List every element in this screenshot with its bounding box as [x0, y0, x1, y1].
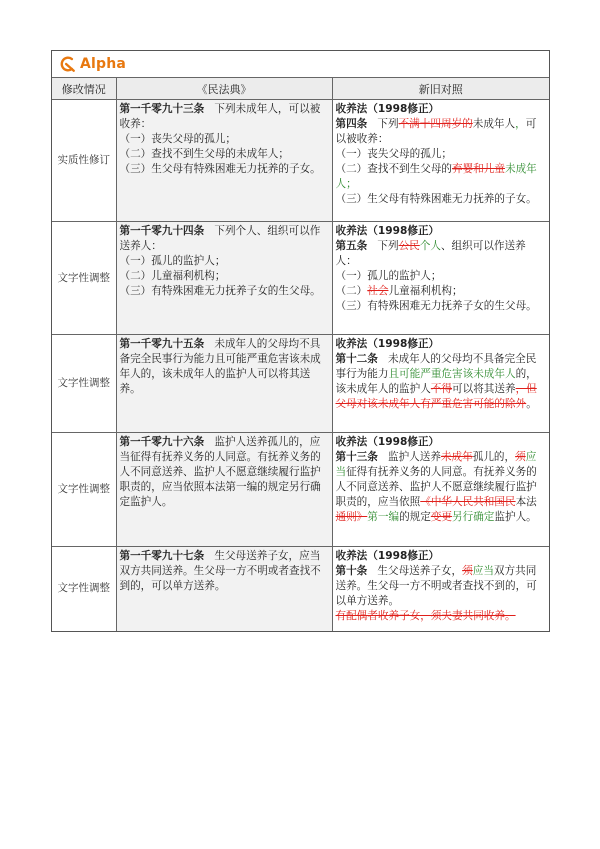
old-law-cell [332, 335, 549, 433]
table-row [52, 335, 549, 433]
text-segment: 征得有抚养义务的人同意。有抚养义务的人不同意送养、监护人不愿意继续履行监护职责的，应当依照 [335, 466, 537, 508]
text-segment: 未成年人的父母均不具备完全民事行为能力 [335, 353, 537, 380]
old-law-title: 收养法（1998修正） [335, 338, 440, 350]
deleted-text: 须 [462, 565, 473, 577]
list-item: （三）有特殊困难无力抚养子女的生父母。 [119, 285, 321, 297]
inserted-text: 个人 [419, 240, 441, 252]
old-law-title: 收养法（1998修正） [335, 436, 440, 448]
deleted-text: 不得 [430, 383, 453, 395]
list-item [336, 162, 547, 192]
inserted-text: 应当 [472, 565, 494, 577]
text-segment: 生父母送养子女， [377, 565, 463, 577]
deleted-text: 通则》 [335, 511, 368, 523]
table-row [52, 547, 549, 631]
text-segment: （二）查找不到生父母的 [335, 163, 453, 175]
brand-bar [52, 51, 549, 78]
article-number: 第一千零九十四条 [119, 225, 205, 237]
old-law-cell [332, 433, 549, 547]
text-segment: 下列 [377, 118, 399, 130]
list-item: （一）丧失父母的孤儿； [335, 148, 453, 160]
text-segment: 、组织可以作送养人： [335, 240, 526, 267]
header-comparison: 新旧对照 [332, 78, 549, 100]
table-row [52, 222, 549, 335]
deleted-text: 变更 [430, 511, 453, 523]
text-segment: 。 [526, 398, 537, 410]
deleted-text: 有配偶者收养子女，须夫妻共同收养。 [335, 610, 516, 622]
text-segment: （二） [335, 285, 368, 297]
change-type-cell: 实质性修订 [52, 100, 116, 222]
civil-code-cell [116, 222, 332, 335]
list-item: （一）孤儿的监护人； [119, 255, 226, 267]
old-article-number: 第十三条 [335, 451, 378, 463]
list-item: （一）丧失父母的孤儿； [119, 133, 237, 145]
article-text: 未成年人的父母均不具备完全民事行为能力且可能严重危害该未成年人的，该未成年人的监护人可以将其送养。 [119, 338, 321, 395]
old-law-title: 收养法（1998修正） [335, 225, 440, 237]
article-text: 生父母送养子女，应当双方共同送养。生父母一方不明或者查找不到的，可以单方送养。 [119, 550, 321, 592]
text-segment: 可以被收养： [335, 118, 537, 145]
header-change-type: 修改情况 [52, 78, 116, 100]
text-segment: 监护人。 [494, 511, 537, 523]
civil-code-cell [116, 433, 332, 547]
article-number: 第一千零九十七条 [119, 550, 205, 562]
civil-code-cell [116, 335, 332, 433]
old-law-cell [332, 100, 549, 222]
old-law-title: 收养法（1998修正） [335, 550, 440, 562]
text-segment: 的，该未成年人的监护人 [335, 368, 537, 395]
inserted-text: 第一编 [367, 511, 400, 523]
change-type-cell: 文字性调整 [52, 222, 116, 335]
inserted-text: 另行确定 [452, 511, 495, 523]
old-law-cell [332, 222, 549, 335]
text-segment: 监护人送养 [387, 451, 441, 463]
text-segment: 儿童福利机构； [388, 285, 463, 297]
article-text: 下列未成年人，可以被收养： [119, 103, 321, 130]
list-item [336, 284, 547, 299]
text-segment: 下列 [377, 240, 399, 252]
text-segment: 双方共同送养。生父母一方不明或者查找不到的，可以单方送养。 [335, 565, 537, 607]
old-article-number: 第十条 [335, 565, 368, 577]
comparison-document [51, 50, 550, 632]
deleted-text: ，但父母对该未成年人有严重危害可能的除外 [335, 383, 537, 410]
article-text: 下列个人、组织可以作送养人： [119, 225, 321, 252]
article-text: 监护人送养孤儿的，应当征得有抚养义务的人同意。有抚养义务的人不同意送养、监护人不愿意继续履行监护职责的，应当依照本法第一编的规定另行确定监护人。 [119, 436, 321, 508]
deleted-text: 未成年 [440, 451, 473, 463]
list-item: （三）有特殊困难无力抚养子女的生父母。 [335, 300, 537, 312]
list-item: （三）生父母有特殊困难无力抚养的子女。 [335, 193, 537, 205]
header-civil-code: 《民法典》 [116, 78, 332, 100]
article-number: 第一千零九十六条 [119, 436, 205, 448]
list-item: （二）查找不到生父母的未成年人； [119, 148, 289, 160]
inserted-text: 未成年人 [335, 163, 537, 190]
text-segment: 未成年人 [472, 118, 516, 130]
old-article-number: 第十二条 [335, 353, 378, 365]
table-row [52, 100, 549, 222]
inserted-text: 应当 [335, 451, 537, 478]
text-segment: 可以将其送养 [452, 383, 516, 395]
inserted-text: 且可能严重危害该未成年人 [388, 368, 516, 380]
deleted-text: 须 [515, 451, 526, 463]
change-type-cell: 文字性调整 [52, 335, 116, 433]
table-row [52, 433, 549, 547]
list-item: （二）儿童福利机构； [119, 270, 226, 282]
inserted-text: ， [515, 118, 526, 130]
old-law-cell [332, 547, 549, 631]
change-type-cell: 文字性调整 [52, 547, 116, 631]
list-item: （三）生父母有特殊困难无力抚养的子女。 [119, 163, 321, 175]
alpha-logo-icon [58, 55, 76, 73]
brand-name: Alpha [80, 56, 127, 72]
deleted-text: 《中华人民共和国民 [420, 496, 516, 508]
text-segment: 孤儿的， [472, 451, 516, 463]
inserted-text: ； [346, 178, 357, 190]
deleted-text: 不满十四周岁的 [398, 118, 473, 130]
deleted-text: 社会 [367, 285, 389, 297]
article-number: 第一千零九十五条 [119, 338, 205, 350]
deleted-text: 公民 [398, 240, 420, 252]
text-segment: 的规定 [399, 511, 431, 523]
old-law-title: 收养法（1998修正） [335, 103, 440, 115]
article-number: 第一千零九十三条 [119, 103, 205, 115]
list-item: （一）孤儿的监护人； [335, 270, 442, 282]
text-segment: 本法 [515, 496, 537, 508]
deleted-text: 弃婴和儿童 [452, 163, 505, 175]
comparison-table [52, 78, 549, 631]
old-article-number: 第四条 [335, 118, 368, 130]
civil-code-cell [116, 547, 332, 631]
civil-code-cell [116, 100, 332, 222]
change-type-cell: 文字性调整 [52, 433, 116, 547]
table-header-row [52, 78, 549, 100]
old-article-number: 第五条 [335, 240, 368, 252]
